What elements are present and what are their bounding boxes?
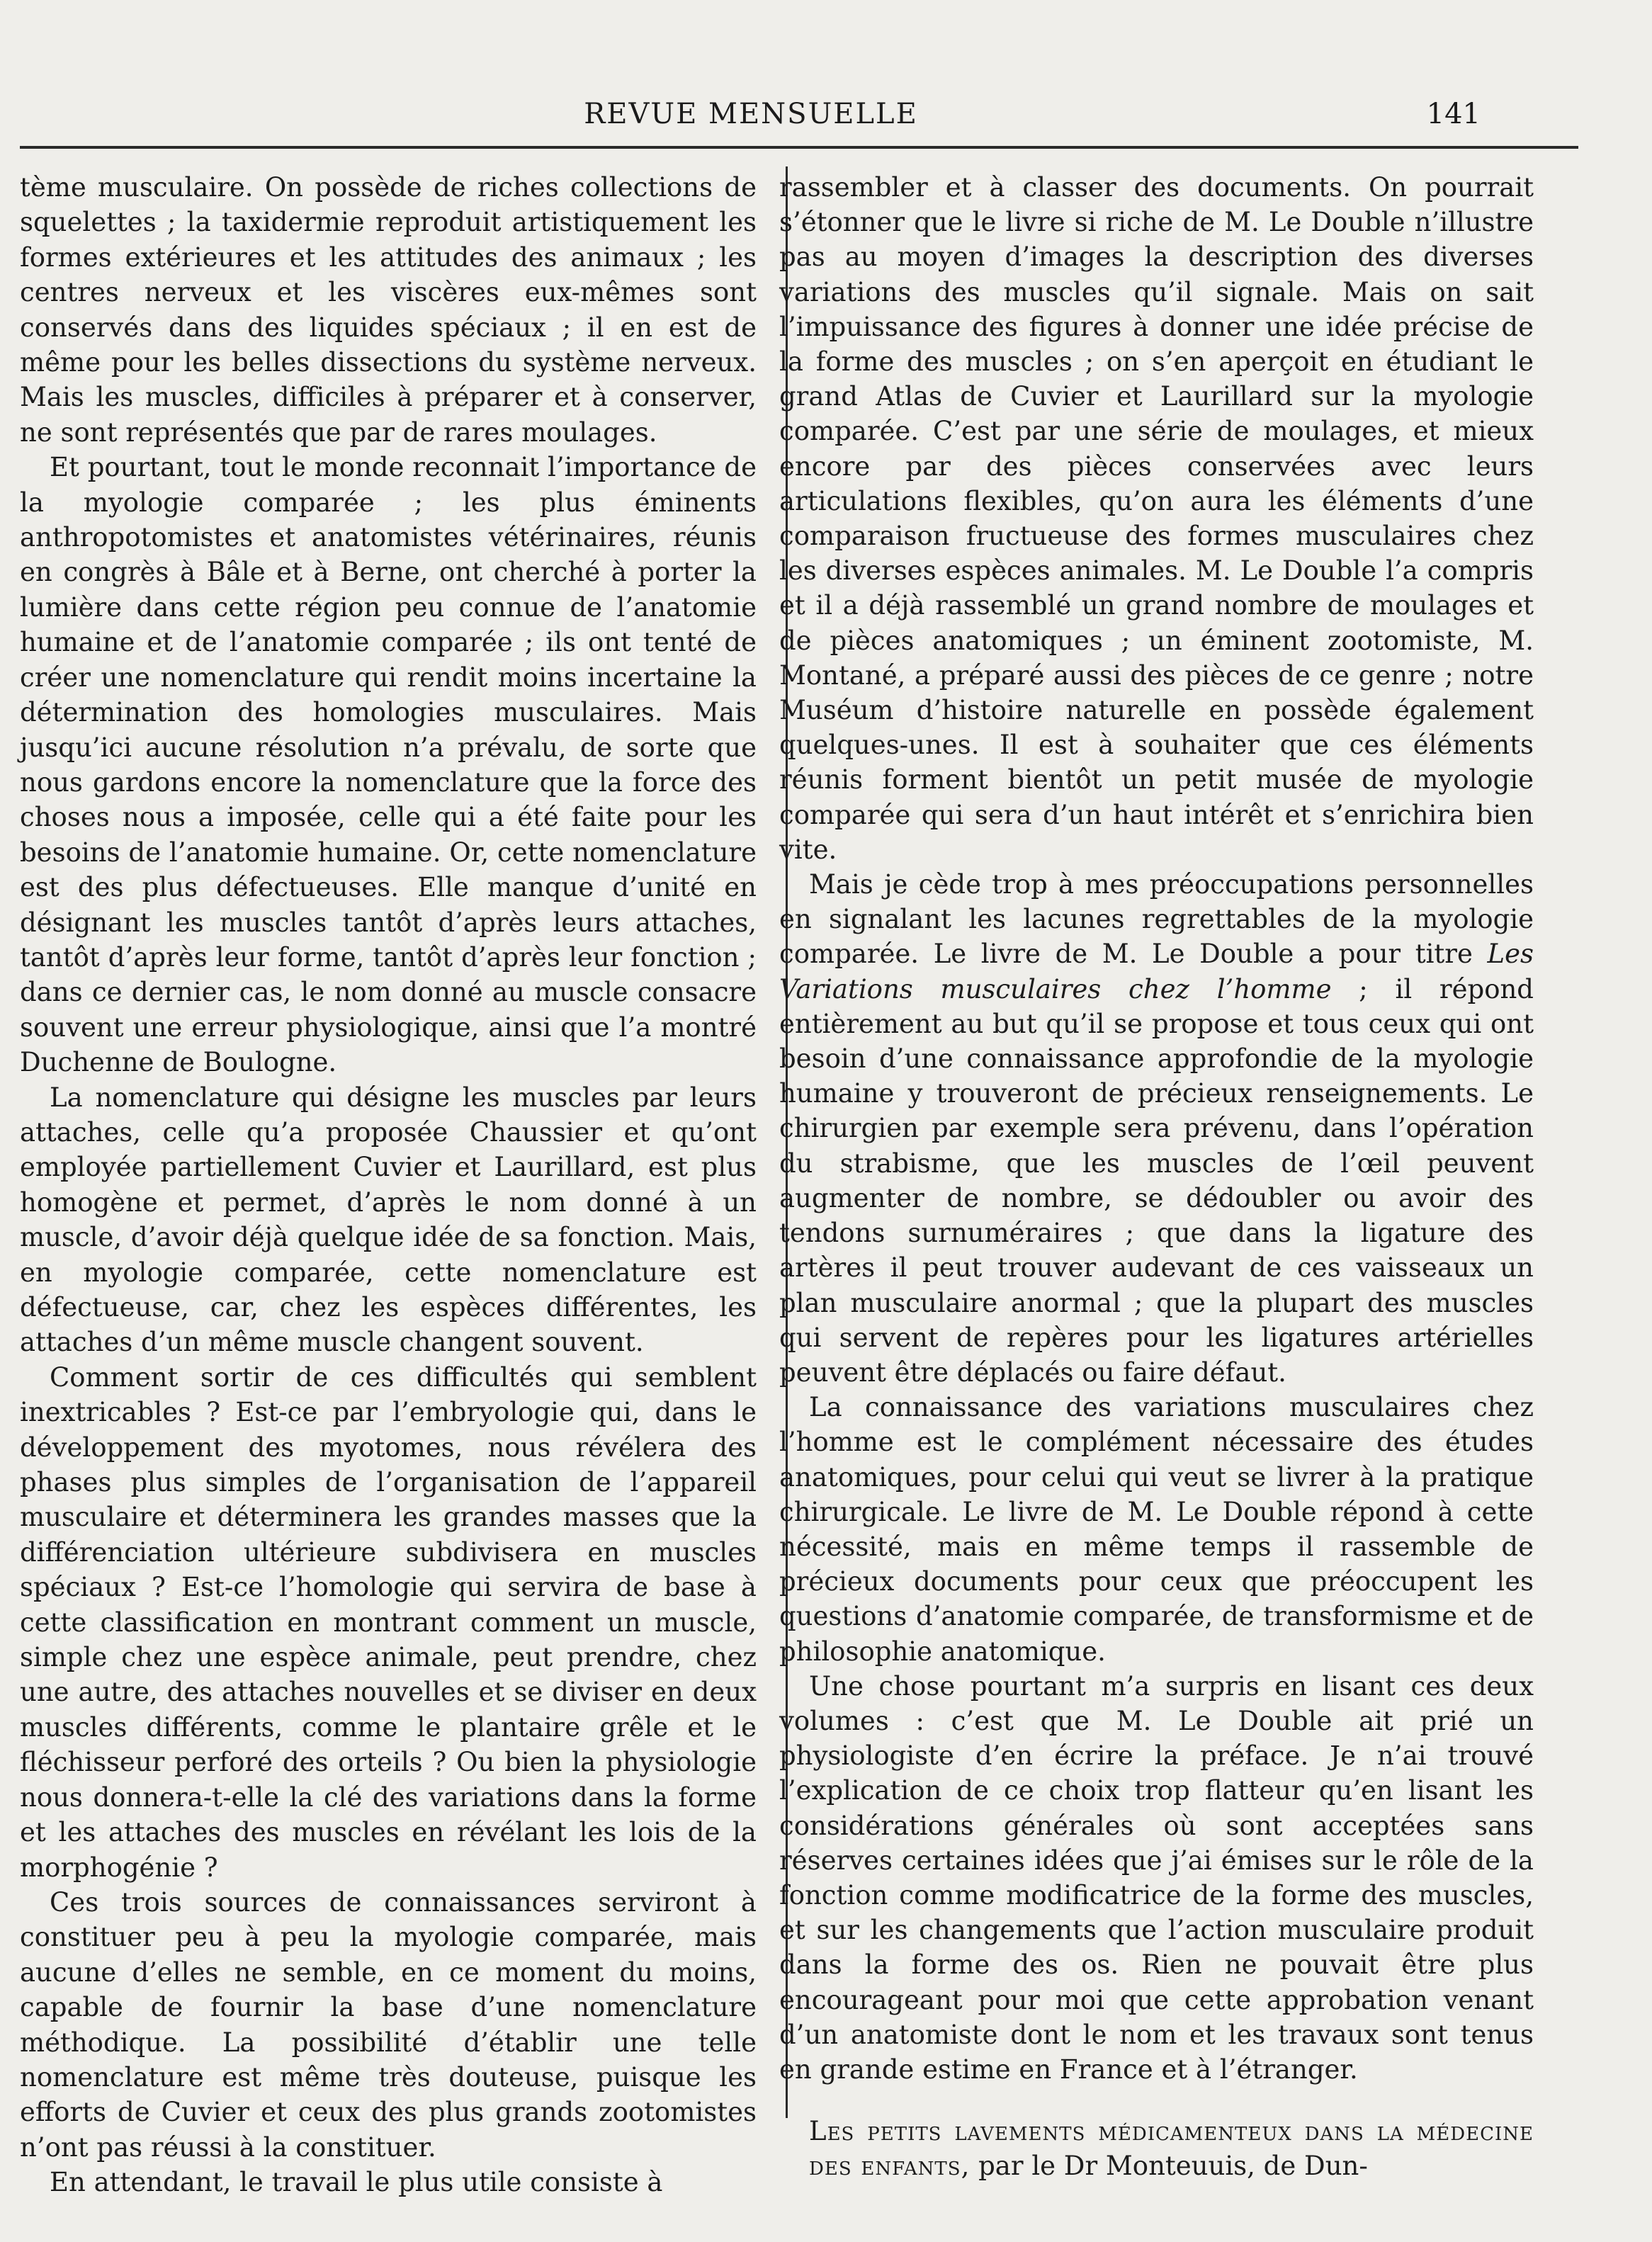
paragraph-text: ; il répond entièrement au but qu’il se propose et tous ceux qui ont besoin d’une connaissance approfondie de la myologie humaine y trouveront de précieux renseignements. Le chirurgien par exemple sera prévenu, dans l’opération du strabisme, que les muscles de l’œil peuvent augmenter de nombre, se dédoubler ou avoir des tendons surnuméraires ; que dans la ligature des artères il peut trouver audevant de ces vaisseaux un plan musculaire anormal ; que la plupart des muscles qui servent de repères pour les ligatures artérielles peuvent être déplacés ou faire défaut. (779, 973, 1534, 1388)
right-column (779, 170, 1534, 2184)
paragraph (779, 867, 1534, 1390)
running-header (21, 98, 1481, 140)
paragraph: Ces trois sources de connaissances serviront à constituer peu à peu la myologie comparée, mais aucune d’elles ne semble, en ce moment du moins, capable de fournir la base d’une nomenclature méthodique. La possibilité d’établir une telle nomenclature est même très douteuse, puisque les efforts de Cuvier et ceux des plus grands zootomistes n’ont pas réussi à la constituer. (20, 1886, 757, 2163)
paragraph: tème musculaire. On possède de riches collections de squelettes ; la taxidermie reproduit artistiquement les formes extérieures et les attitudes des animaux ; les centres nerveux et les viscères eux-mêmes sont conservés dans des liquides spéciaux ; il en est de même pour les belles dissections du système nerveux. Mais les muscles, difficiles à préparer et à conserver, ne sont représentés que par de rares moulages. (20, 172, 757, 448)
paragraph: Une chose pourtant m’a surpris en lisant ces deux volumes : c’est que M. Le Double ait prié un physiologiste d’en écrire la préface. Je n’ai trouvé l’explication de ce choix trop flatteur qu’en lisant les considérations générales où sont acceptées sans réserves certaines idées que j’ai émises sur le rôle de la fonction comme modificatrice de la forme des muscles, et sur les changements que l’action musculaire produit dans la forme des os. Rien ne pouvait être plus encourageant pour moi que cette approbation venant d’un anatomiste dont le nom et les travaux sont tenus en grande estime en France et à l’étranger. (779, 1670, 1534, 2085)
paragraph: rassembler et à classer des documents. On pourrait s’étonner que le livre si riche de M. Le Double n’illustre pas au moyen d’images la description des diverses variations des muscles qu’il signale. Mais on sait l’impuissance des figures à donner une idée précise de la forme des muscles ; on s’en aperçoit en étudiant le grand Atlas de Cuvier et Laurillard sur la myologie comparée. C’est par une série de moulages, et mieux encore par des pièces conservées avec leurs articulations flexibles, qu’on aura les éléments d’une comparaison fructueuse des formes musculaires chez les diverses espèces animales. M. Le Double l’a compris et il a déjà rassemblé un grand nombre de moulages et de pièces anatomiques ; un éminent zootomiste, M. Montané, a préparé aussi des pièces de ce genre ; notre Muséum d’histoire naturelle en possède également quelques-unes. Il est à souhaiter que ces éléments réunis forment bientôt un petit musée de myologie comparée qui sera d’un haut intérêt et s’enrichira bien vite. (779, 172, 1534, 865)
paragraph: Et pourtant, tout le monde reconnait l’importance de la myologie comparée ; les plus éminents anthropotomistes et anatomistes vétérinaires, réunis en congrès à Bâle et à Berne, ont cherché à porter la lumière dans cette région peu connue de l’anatomie humaine et de l’anatomie comparée ; ils ont tenté de créer une nomenclature qui rendit moins incertaine la détermination des homologies musculaires. Mais jusqu’ici aucune résolution n’a prévalu, de sorte que nous gardons encore la nomenclature que la force des choses nous a imposée, celle qui a été faite pour les besoins de l’anatomie humaine. Or, cette nomenclature est des plus défectueuses. Elle manque d’unité en désignant les muscles tantôt d’après leurs attaches, tantôt d’après leur forme, tantôt d’après leur fonction ; dans ce dernier cas, le nom donné au muscle consacre souvent une erreur physiologique, ainsi que l’a montré Duchenne de Boulogne. (20, 452, 757, 1078)
paragraph: La nomenclature qui désigne les muscles par leurs attaches, celle qu’a proposée Chaussier et qu’ont employée partiellement Cuvier et Laurillard, est plus homogène et permet, d’après le nom donné à un muscle, d’avoir déjà quelque idée de sa fonction. Mais, en myologie comparée, cette nomenclature est défectueuse, car, chez les espèces différentes, les attaches d’un même muscle changent souvent. (20, 1082, 757, 1358)
paragraph: La connaissance des variations musculaires chez l’homme est le complément nécessaire des études anatomiques, pour celui qui veut se livrer à la pratique chirurgicale. Le livre de M. Le Double répond à cette nécessité, mais en même temps il rassemble de précieux documents pour ceux que préoccupent les questions d’anatomie comparée, de transformisme et de philosophie anatomique. (779, 1392, 1534, 1667)
page-number: 141 (1426, 98, 1481, 130)
paragraph-text: Mais je cède trop à mes préoccupations personnelles en signalant les lacunes regrettables de la myologie comparée. Le livre de M. Le Double a pour titre (779, 869, 1534, 970)
review-heading (779, 2114, 1534, 2183)
review-byline: par le Dr Monteuuis, de Dun- (978, 2151, 1368, 2182)
left-column (20, 170, 757, 2200)
review-title: Les petits lavements médicamenteux dans la médecine des enfants, (809, 2116, 1534, 2182)
header-rule (20, 146, 1578, 149)
paragraph: En attendant, le travail le plus utile consiste à (50, 2167, 663, 2198)
paragraph: Comment sortir de ces difficultés qui semblent inextricables ? Est-ce par l’embryologie qui, dans le développement des myotomes, nous révélera des phases plus simples de l’organisation de l’appareil musculaire et déterminera les grandes masses que la différenciation ultérieure subdivisera en muscles spéciaux ? Est-ce l’homologie qui servira de base à cette classification en montrant comment un muscle, simple chez une espèce animale, peut prendre, chez une autre, des attaches nouvelles et se diviser en deux muscles différents, comme le plantaire grêle et le fléchisseur perforé des orteils ? Ou bien la physiologie nous donnera-t-elle la clé des variations dans la forme et les attaches des muscles en révélant les lois de la morphogénie ? (20, 1361, 757, 1883)
journal-title: REVUE MENSUELLE (584, 98, 918, 130)
book-title: Les Variations musculaires chez l’homme (779, 939, 1534, 1004)
